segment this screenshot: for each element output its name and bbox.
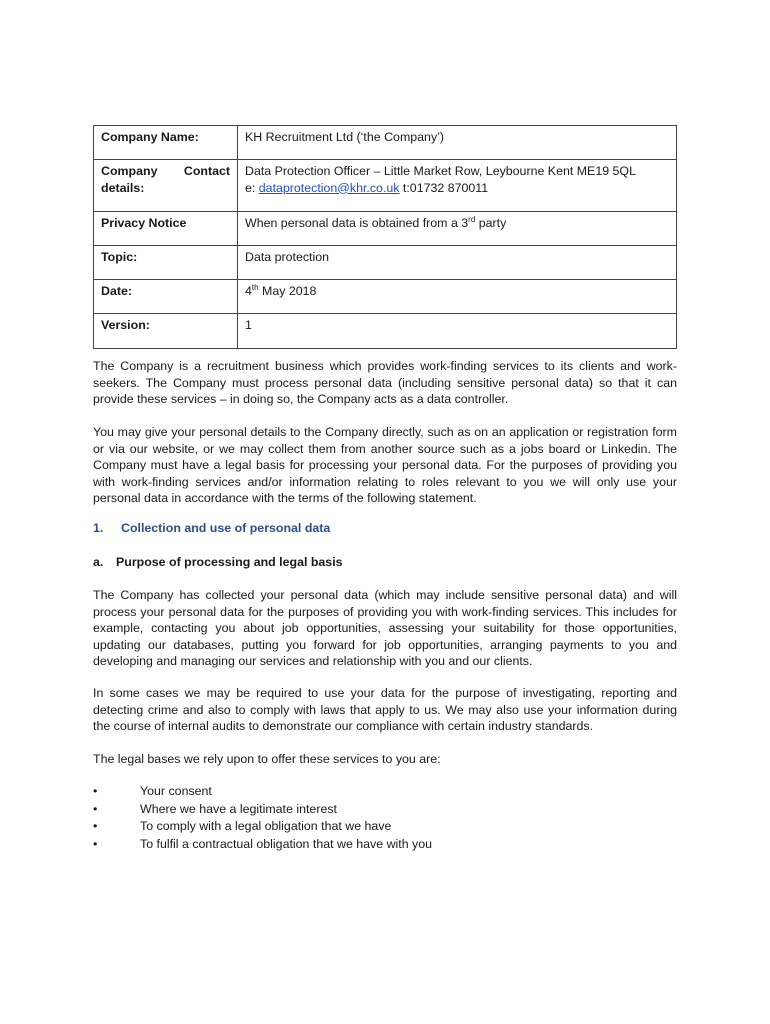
table-row bbox=[94, 160, 677, 212]
list-item-text: To fulfil a contractual obligation that we have with you bbox=[140, 836, 433, 851]
legal-compliance-paragraph: In some cases we may be required to use your data for the purpose of investigating, reporting and detecting crime and also to comply with laws that apply to us. We may also use your information during the course of internal audits to demonstrate our compliance with certain industry standards. bbox=[93, 686, 677, 733]
subsection-heading bbox=[93, 555, 343, 569]
privacy-notice-value bbox=[238, 212, 677, 246]
privacy-notice-text: When personal data is obtained from a 3 bbox=[245, 216, 469, 230]
table-row bbox=[94, 280, 677, 314]
contact-label-word3: details: bbox=[101, 180, 145, 195]
list-item-text: To comply with a legal obligation that we have bbox=[140, 819, 392, 833]
list-item-text: Where we have a legitimate interest bbox=[140, 801, 337, 816]
section-number: 1. bbox=[93, 521, 104, 535]
date-value bbox=[238, 280, 677, 314]
bullet-icon: • bbox=[93, 784, 98, 798]
version-value: 1 bbox=[238, 314, 677, 349]
bullet-icon: • bbox=[93, 836, 98, 851]
table-row bbox=[94, 246, 677, 280]
email-prefix: e: bbox=[245, 180, 259, 195]
table-row bbox=[94, 126, 677, 160]
table-row bbox=[94, 212, 677, 246]
subsection-letter: a. bbox=[93, 555, 104, 569]
info-table bbox=[93, 125, 677, 349]
contact-details-value bbox=[238, 160, 677, 212]
version-label: Version: bbox=[94, 314, 238, 349]
contact-label-word2: Contact bbox=[183, 164, 230, 178]
company-name-value: KH Recruitment Ltd (‘the Company’) bbox=[238, 126, 677, 160]
privacy-notice-text-end: party bbox=[475, 216, 507, 230]
company-name-label: Company Name: bbox=[94, 126, 238, 160]
phone-number: t:01732 870011 bbox=[399, 180, 489, 195]
legal-bases-list bbox=[93, 783, 432, 853]
subsection-title: Purpose of processing and legal basis bbox=[116, 555, 343, 569]
purpose-paragraph: The Company has collected your personal data (which may include sensitive personal data) and will process your personal data for the purposes of providing you with work-finding services. This includes for example, contacting you about job opportunities, assessing your suitability for those opportunities, updating our databases, putting you forward for job opportunities, arranging payments to you and developing and managing our services and relationship with you and our clients. bbox=[93, 588, 677, 668]
contact-label-word1: Company bbox=[101, 164, 158, 178]
intro-paragraph: The Company is a recruitment business which provides work-finding services to its clients and work-seekers. The Company must process personal data (including sensitive personal data) so that it can provide these services – in doing so, the Company acts as a data controller. bbox=[93, 359, 677, 406]
collection-paragraph: You may give your personal details to the Company directly, such as on an application or registration form or via our website, or we may collect them from another source such as a jobs board or Linkedin. The Company must have a legal basis for processing your personal data. For the purposes of providing you with work-finding services and/or information relating to roles relevant to you we will only use your personal data in accordance with the terms of the following statement. bbox=[93, 425, 677, 505]
list-item-text: Your consent bbox=[140, 784, 212, 798]
list-item bbox=[93, 783, 432, 801]
bullet-icon: • bbox=[93, 801, 98, 816]
topic-label: Topic: bbox=[94, 246, 238, 280]
privacy-notice-label: Privacy Notice bbox=[94, 212, 238, 246]
contact-address: Data Protection Officer – Little Market Row, Leybourne Kent ME19 5QL bbox=[245, 164, 636, 178]
ordinal-suffix: th bbox=[251, 282, 259, 292]
bullet-icon: • bbox=[93, 819, 98, 833]
list-item bbox=[93, 836, 432, 854]
section-title: Collection and use of personal data bbox=[121, 521, 331, 535]
contact-details-label bbox=[94, 160, 238, 212]
list-item bbox=[93, 818, 432, 836]
table-row bbox=[94, 314, 677, 349]
section-heading bbox=[93, 521, 330, 535]
date-day: 4 bbox=[245, 284, 252, 298]
list-item bbox=[93, 801, 432, 819]
date-month-year: May 2018 bbox=[258, 284, 317, 298]
ordinal-suffix: rd bbox=[468, 214, 476, 224]
email-link[interactable]: dataprotection@khr.co.uk bbox=[258, 180, 400, 195]
date-label: Date: bbox=[94, 280, 238, 314]
topic-value: Data protection bbox=[238, 246, 677, 280]
legal-bases-intro: The legal bases we rely upon to offer these services to you are: bbox=[93, 752, 441, 766]
contact-line2 bbox=[245, 180, 669, 197]
